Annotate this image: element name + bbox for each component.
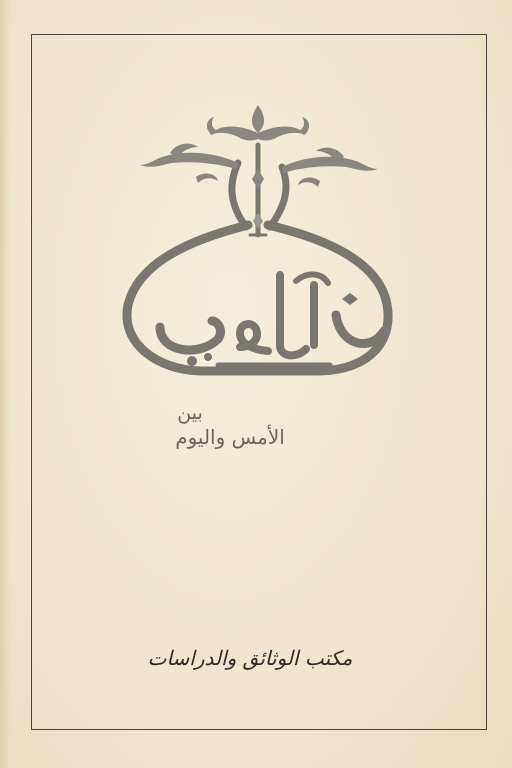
subtitle-line-2: الأمس واليوم (175, 425, 285, 449)
publisher-name: مكتب الوثائق والدراسات (147, 646, 353, 670)
emblem-icon (100, 95, 412, 395)
subtitle (140, 402, 320, 454)
paper-edge-shadow (0, 0, 10, 768)
subtitle-line-1: بين (177, 402, 203, 424)
